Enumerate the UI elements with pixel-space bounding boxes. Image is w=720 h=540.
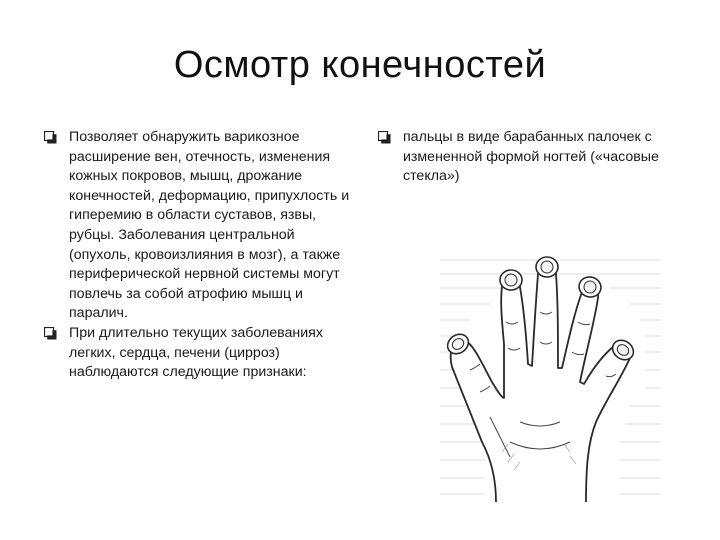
bullet-text: Позволяет обнаружить варикозное расширение вен, отечность, изменения кожных покровов, мышц, дрожание конечностей, деформацию, припухлость и гиперемию в области суставов, язвы, рубцы. Заболевания центральной (опухоль, кровоизлияния в мозг), а также периферической нервной системы могут повлечь за собой атрофию мышц и паралич. bbox=[69, 129, 350, 322]
checkbox-bullet-icon bbox=[44, 131, 57, 144]
right-column bbox=[378, 128, 708, 187]
bullet-text: пальцы в виде барабанных палочек с измененной формой ногтей («часовые стекла») bbox=[403, 129, 659, 185]
list-item bbox=[44, 128, 354, 324]
checkbox-bullet-icon bbox=[378, 131, 391, 144]
checkbox-bullet-icon bbox=[44, 327, 57, 340]
left-column bbox=[44, 128, 354, 383]
slide-title: Осмотр конечностей bbox=[173, 44, 547, 86]
list-item bbox=[44, 324, 354, 383]
bullet-text: При длительно текущих заболеваниях легких, сердца, печени (цирроз) наблюдаются следующие признаки: bbox=[69, 324, 323, 381]
list-item bbox=[378, 128, 708, 187]
hand-illustration bbox=[430, 252, 670, 507]
